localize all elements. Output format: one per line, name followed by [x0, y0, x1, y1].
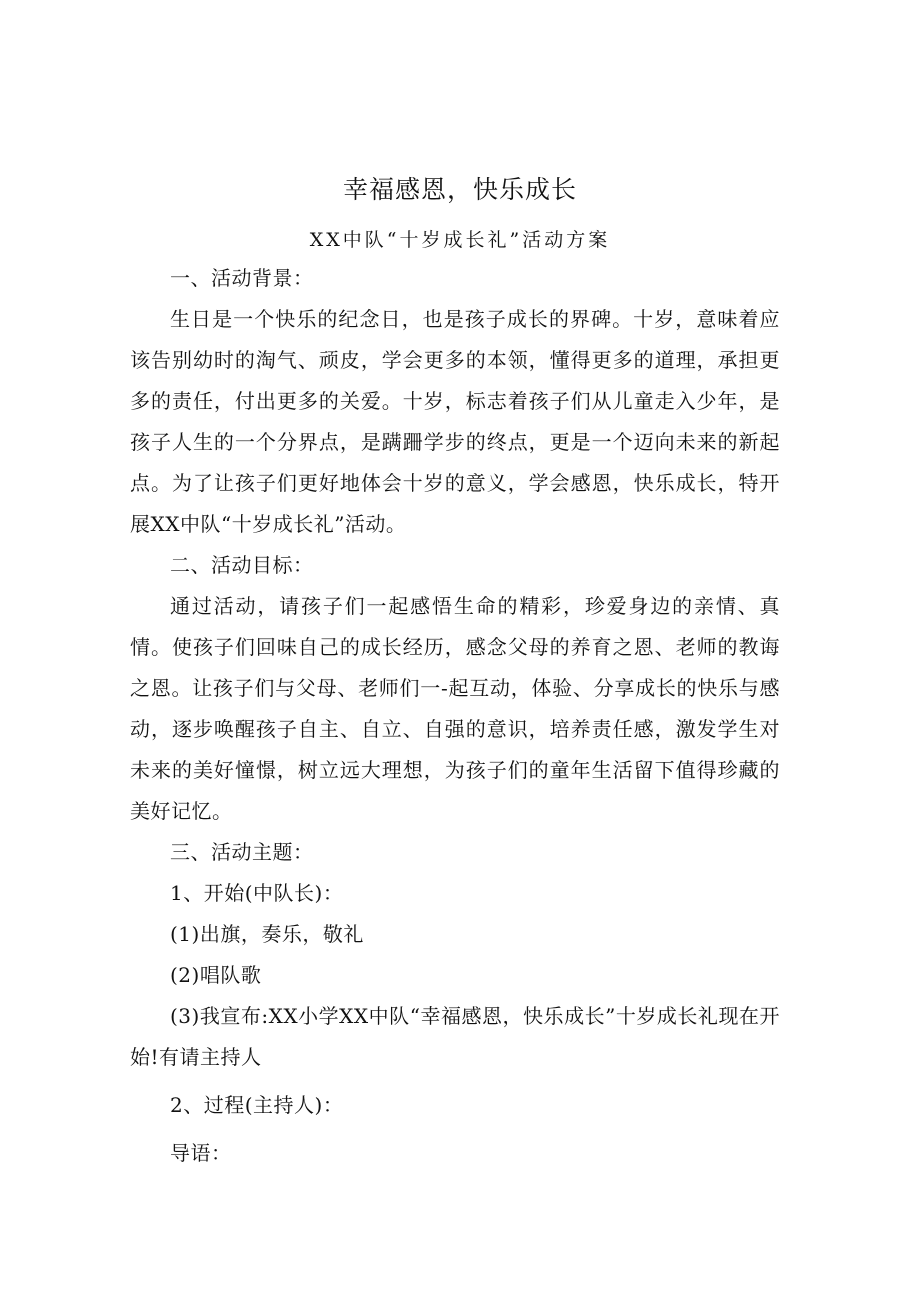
list-item-opening: 1、开始(中队长)： [170, 881, 344, 905]
document-subtitle: XX中队“十岁成长礼”活动方案 [309, 229, 611, 251]
list-item-intro: 导语： [170, 1141, 232, 1165]
section-heading-background: 一、活动背景： [170, 266, 314, 290]
list-item-flag: (1)出旗，奏乐，敬礼 [170, 922, 364, 946]
list-item-announce: (3)我宣布:XX小学XX中队“幸福感恩，快乐成长”十岁成长礼现在开始!有请主持人 [130, 1004, 780, 1069]
list-item-song: (2)唱队歌 [170, 963, 262, 987]
paragraph-goals: 通过活动，请孩子们一起感悟生命的精彩，珍爱身边的亲情、真情。使孩子们回味自己的成长经历，感念父母的养育之恩、老师的教诲之恩。让孩子们与父母、老师们一-起互动，体验、分享成长的快乐与感动，逐步唤醒孩子自主、自立、自强的意识，培养责任感，激发学生对未来的美好憧憬，树立远大理想，为孩子们的童年生活留下值得珍藏的美好记忆。 [130, 594, 780, 823]
document-title: 幸福感恩，快乐成长 [342, 175, 577, 204]
paragraph-background: 生日是一个快乐的纪念日，也是孩子成长的界碑。十岁，意味着应该告别幼时的淘气、顽皮，学会更多的本领，懂得更多的道理，承担更多的责任，付出更多的关爱。十岁，标志着孩子们从儿童走入少年，是孩子人生的一个分界点，是蹒跚学步的终点，更是一个迈向未来的新起点。为了让孩子们更好地体会十岁的意义，学会感恩，快乐成长，特开展XX中队“十岁成长礼”活动。 [130, 307, 780, 536]
list-item-process: 2、过程(主持人)： [170, 1093, 344, 1117]
section-heading-theme: 三、活动主题： [170, 840, 314, 864]
section-heading-goals: 二、活动目标： [170, 553, 314, 577]
document-body [130, 258, 780, 1174]
